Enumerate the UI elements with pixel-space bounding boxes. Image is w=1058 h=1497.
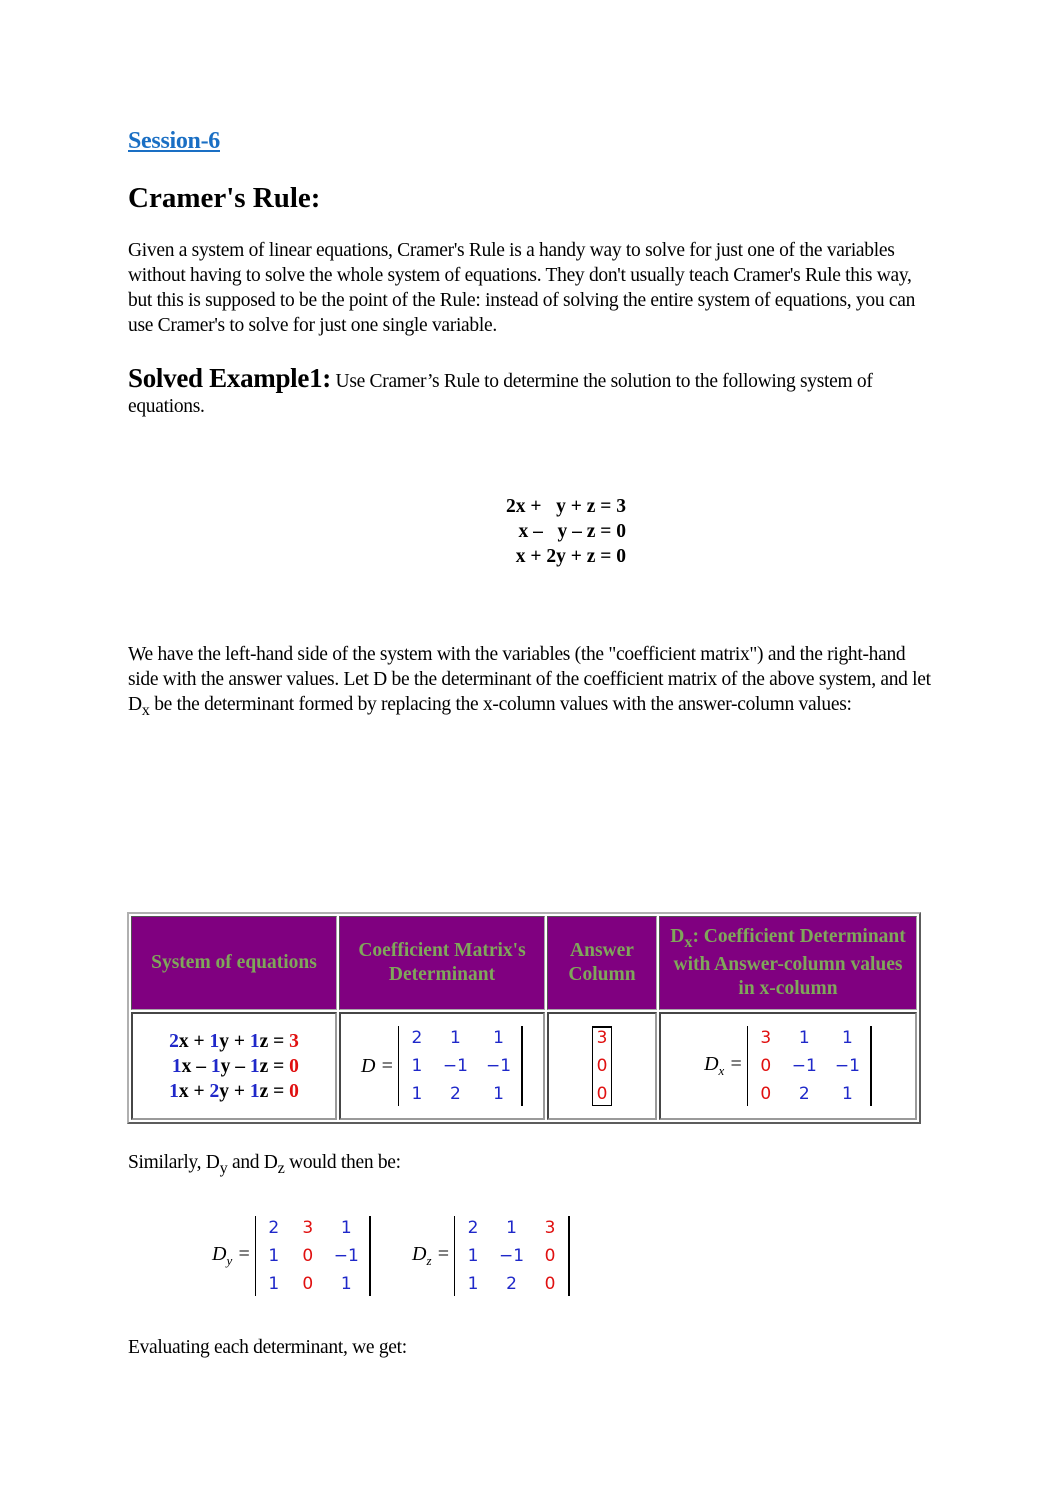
colored-equations (169, 1029, 299, 1104)
equation-2: x – y – z = 0 (518, 521, 626, 542)
header-dx (659, 916, 917, 1010)
answer-column-vector: 3 0 0 (592, 1026, 613, 1106)
cell-dx (659, 1012, 917, 1120)
session-6-link[interactable]: Session-6 (128, 128, 220, 154)
equation-3: x + 2y + z = 0 (515, 546, 626, 567)
explanation-text-1: We have the left-hand side of the system with the variables (the "coefficient matrix") and the right-hand side with the answer values. Let D be the determinant of the coefficient matrix of the above system, and let D (128, 644, 931, 715)
determinant-Dy (212, 1216, 371, 1296)
cell-equations (131, 1012, 337, 1120)
cell-coefficient-determinant (339, 1012, 545, 1120)
table-header-row (131, 916, 917, 1010)
header-answer-column: Answer Column (547, 916, 657, 1010)
colored-eq-1: 2x + 1y + 1z = 3 (169, 1030, 299, 1052)
explanation-paragraph (128, 642, 938, 723)
header-system: System of equations (131, 916, 337, 1010)
colored-eq-3: 1x + 2y + 1z = 0 (169, 1080, 299, 1102)
determinant-Dx-label: $D_x$ = (704, 1053, 743, 1078)
determinant-D (361, 1026, 523, 1106)
determinant-Dx-matrix: 3 1 1 0 −1 −1 0 2 1 (747, 1026, 872, 1106)
determinant-Dz-label: $D_z$ = (412, 1243, 451, 1268)
example-text: Use Cramer’s Rule to determine the solution to the following system of equations. (128, 371, 873, 417)
header-coefficient-determinant: Coefficient Matrix's Determinant (339, 916, 545, 1010)
determinant-D-matrix: 2 1 1 1 −1 −1 1 2 1 (398, 1026, 523, 1106)
header-dx-rest: : Coefficient Determinant with Answer-column values in x-column (673, 925, 906, 1000)
equation-1: 2x + y + z = 3 (506, 496, 626, 517)
example-title: Solved Example1: (128, 363, 331, 393)
explanation-text-2: be the determinant formed by replacing the x-column values with the answer-column values: (149, 694, 852, 715)
similarly-text: Similarly, $D_y$ and $D_z$ would then be: (128, 1152, 401, 1177)
intro-paragraph: Given a system of linear equations, Cramer's Rule is a handy way to solve for just one of the variables without having to solve the whole system of equations. They don't usually teach Cramer's Rule this way, but this is supposed to be the point of the Rule: instead of solving the entire system of equations, you can use Cramer's to solve for just one single variable. (128, 240, 916, 336)
header-dx-sub: x (684, 932, 693, 951)
determinant-Dz-matrix: 2 1 3 1 −1 0 1 2 0 (454, 1216, 570, 1296)
explanation-subscript: x (141, 700, 150, 719)
determinant-Dz (412, 1216, 570, 1296)
header-dx-d: D (670, 925, 685, 947)
determinant-Dy-matrix: 2 3 1 1 0 −1 1 0 1 (255, 1216, 371, 1296)
example-heading (128, 363, 938, 419)
page-title: Cramer's Rule: (128, 182, 321, 214)
determinant-Dy-label: $D_y$ = (212, 1243, 251, 1268)
cell-answer-column (547, 1012, 657, 1120)
evaluating-text: Evaluating each determinant, we get: (128, 1337, 407, 1358)
determinant-Dx (704, 1026, 872, 1106)
cramer-table (127, 912, 921, 1124)
system-of-equations (470, 494, 650, 569)
table-row (131, 1012, 917, 1120)
colored-eq-2: 1x – 1y – 1z = 0 (171, 1055, 299, 1077)
determinant-D-label: D = (360, 1054, 394, 1077)
